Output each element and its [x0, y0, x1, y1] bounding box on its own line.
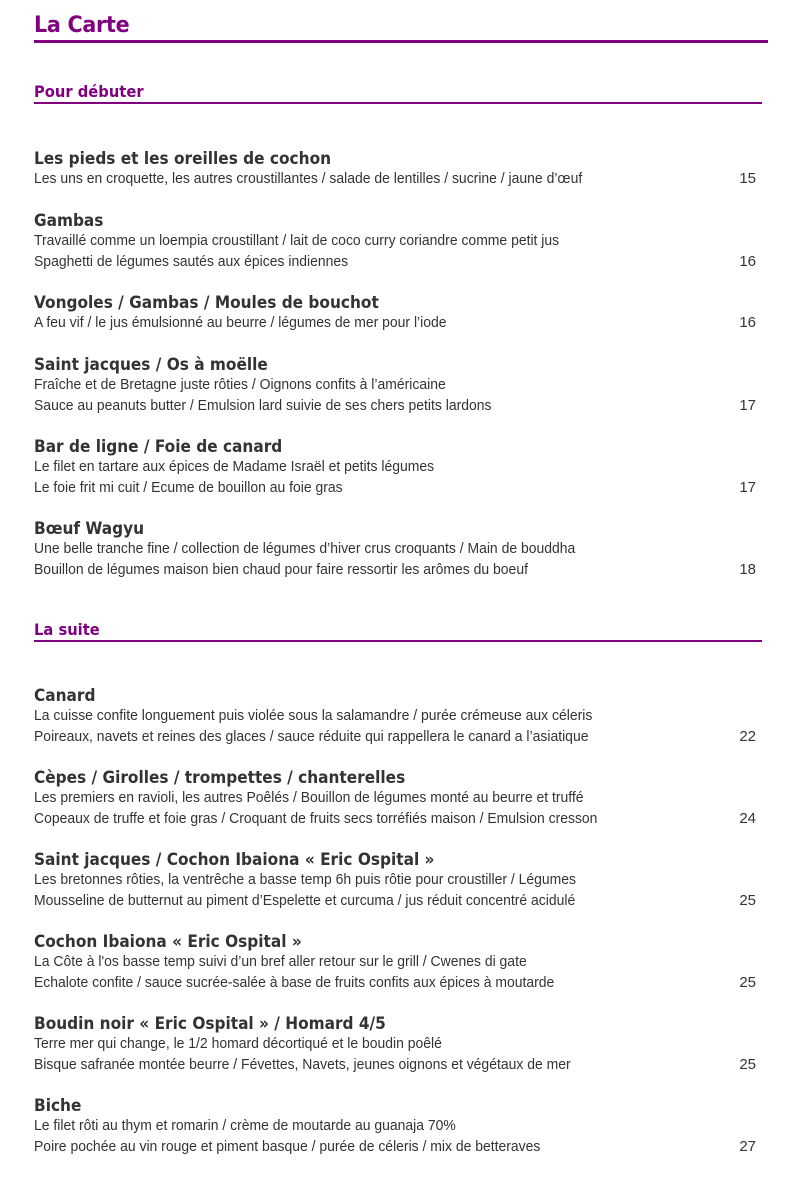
dish-description: Bouillon de légumes maison bien chaud pour faire ressortir les arômes du boeuf [34, 560, 528, 578]
dish-description: Echalote confite / sauce sucrée-salée à base de fruits confits aux épices à moutarde [34, 973, 555, 991]
dish-name: Les pieds et les oreilles de cochon [34, 149, 332, 168]
dish-name: Biche [34, 1096, 82, 1115]
dish-price: 22 [739, 727, 756, 745]
section-heading-text: La suite [34, 620, 100, 639]
dish-description: Bisque safranée montée beurre / Févettes, Navets, jeunes oignons et végétaux de mer [34, 1055, 571, 1073]
dish-description: Les premiers en ravioli, les autres Poêlés / Bouillon de légumes monté au beurre et truffé [34, 789, 584, 806]
dish-description: Le filet rôti au thym et romarin / crème de moutarde au guanaja 70% [34, 1117, 456, 1134]
dish-description: Travaillé comme un loempia croustillant / lait de coco curry coriandre comme petit jus [34, 232, 560, 249]
dish-description: Fraîche et de Bretagne juste rôties / Oignons confits à l’américaine [34, 376, 446, 393]
menu-item [34, 354, 764, 416]
dish-name: Vongoles / Gambas / Moules de bouchot [34, 293, 379, 312]
dish-price: 24 [739, 809, 756, 827]
dish-description: A feu vif / le jus émulsionné au beurre / légumes de mer pour l’iode [34, 314, 447, 331]
dish-description: Poire pochée au vin rouge et piment basque / purée de céleris / mix de betteraves [34, 1137, 541, 1155]
dish-description: Poireaux, navets et reines des glaces / sauce réduite qui rappellera le canard a l’asiatique [34, 727, 589, 745]
section-heading-pour-debuter [34, 82, 762, 104]
dish-price: 16 [739, 314, 756, 331]
menu-item [34, 849, 764, 911]
dish-price: 15 [739, 170, 756, 187]
dish-price: 25 [739, 1055, 756, 1073]
menu-item [34, 1095, 764, 1157]
dish-name: Bar de ligne / Foie de canard [34, 437, 283, 456]
dish-name: Gambas [34, 211, 104, 230]
menu-item [34, 1013, 764, 1075]
section-heading-la-suite [34, 620, 762, 642]
dish-name: Boudin noir « Eric Ospital » / Homard 4/5 [34, 1014, 386, 1033]
dish-price: 27 [739, 1137, 756, 1155]
dish-description: Le foie frit mi cuit / Ecume de bouillon au foie gras [34, 478, 343, 496]
dish-price: 17 [739, 396, 756, 414]
dish-description: Copeaux de truffe et foie gras / Croquant de fruits secs torréfiés maison / Emulsion cresson [34, 809, 598, 827]
menu-item [34, 518, 764, 580]
dish-name: Cochon Ibaiona « Eric Ospital » [34, 932, 302, 951]
dish-description: Le filet en tartare aux épices de Madame Israël et petits légumes [34, 458, 435, 475]
dish-description: Une belle tranche fine / collection de légumes d’hiver crus croquants / Main de bouddha [34, 540, 576, 557]
menu-item [34, 148, 764, 190]
dish-description: La Côte à l'os basse temp suivi d’un bref aller retour sur le grill / Cwenes di gate [34, 953, 527, 970]
menu-item [34, 436, 764, 498]
menu-item [34, 767, 764, 829]
dish-name: Saint jacques / Cochon Ibaiona « Eric Ospital » [34, 850, 435, 869]
dish-name: Saint jacques / Os à moëlle [34, 355, 268, 374]
dish-price: 25 [739, 973, 756, 991]
dish-price: 17 [739, 478, 756, 496]
menu-item [34, 210, 764, 272]
dish-description: Les bretonnes rôties, la ventrêche a basse temp 6h puis rôtie pour croustiller / Légumes [34, 871, 577, 888]
page-title-text: La Carte [34, 13, 130, 38]
menu-item [34, 685, 764, 747]
dish-description: Spaghetti de légumes sautés aux épices indiennes [34, 252, 349, 270]
dish-description: Sauce au peanuts butter / Emulsion lard suivie de ses chers petits lardons [34, 396, 492, 414]
dish-price: 16 [739, 252, 756, 270]
dish-name: Cèpes / Girolles / trompettes / chanterelles [34, 768, 406, 787]
dish-name: Bœuf Wagyu [34, 519, 145, 538]
menu-item [34, 931, 764, 993]
page-title [34, 12, 768, 43]
dish-description: Mousseline de butternut au piment d’Espelette et curcuma / jus réduit concentré acidulé [34, 891, 576, 909]
dish-description: Terre mer qui change, le 1/2 homard décortiqué et le boudin poêlé [34, 1035, 442, 1052]
dish-name: Canard [34, 686, 96, 705]
dish-description: Les uns en croquette, les autres croustillantes / salade de lentilles / sucrine / jaune d’œuf [34, 170, 583, 187]
dish-description: La cuisse confite longuement puis violée sous la salamandre / purée crémeuse aux céleris [34, 707, 593, 724]
dish-price: 18 [739, 560, 756, 578]
dish-price: 25 [739, 891, 756, 909]
section-heading-text: Pour débuter [34, 82, 144, 101]
menu-item [34, 292, 764, 334]
